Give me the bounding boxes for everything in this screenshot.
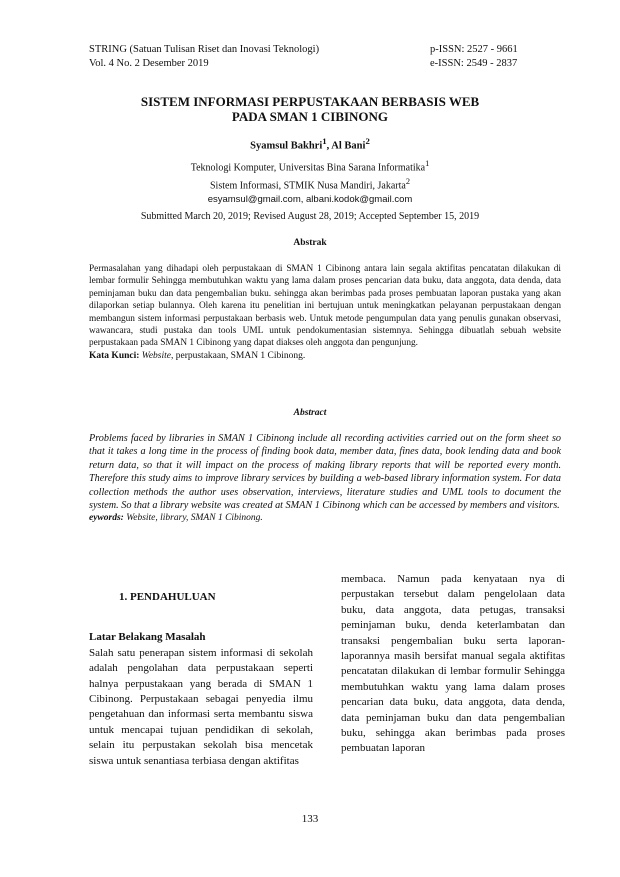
journal-name: STRING (Satuan Tulisan Riset dan Inovasi Teknologi) [89,44,320,55]
author-2-sup: 2 [365,136,370,146]
kata-kunci [89,350,561,362]
submission-dates: Submitted March 20, 2019; Revised August 28, 2019; Accepted September 15, 2019 [140,211,480,222]
section-heading: 1. PENDAHULUAN [119,591,216,603]
e-issn: e-ISSN: 2549 - 2837 [430,58,518,69]
abstrak-heading: Abstrak [293,238,327,248]
keywords [89,512,561,525]
keywords-label: eywords: [89,513,127,524]
kata-kunci-rest: , perpustakaan, SMAN 1 Cibinong. [170,350,306,361]
abstract-block [89,432,561,526]
left-column [89,590,313,769]
author-1: Syamsul Bakhri [250,140,323,152]
page-number: 133 [301,813,319,825]
author-list [60,136,560,152]
affiliations [60,157,560,206]
author-separator: , [326,140,332,152]
paper-title [60,94,560,124]
author-2: Al Bani [331,140,366,152]
journal-volume: Vol. 4 No. 2 Desember 2019 [89,58,209,69]
left-column-text: Salah satu penerapan sistem informasi di sekolah adalah pengolahan data perpustakaan seperti halnya perpustakaan yang berada di SMAN 1 Cibinong. Perpustakaan sebagai penyedia ilmu pengetahuan dan informasi serta membantu siswa untuk mencapai tujuan pendidikan di sekolah, selain itu perpustakan sekolah bisa mencetak siswa untuk senantiasa terbiasa dengan aktifitas [89,646,313,767]
abstrak-body: Permasalahan yang dihadapi oleh perpustakaan di SMAN 1 Cibinong antara lain segala aktifitas pencatatan dilakukan di lembar formulir Sehingga membutuhkan waktu yang lama dalam proses pencarian data buku, data anggota, data denda, data peminjaman buku dan data pengembalian buku. sehingga akan berimbas pada proses pembuatan laporan pustaka yang akan dilaporkan setiap bulannya. Oleh karena itu penelitian ini bertujuan untuk meningkatkan pelayanan perpustakaan dengan membangun sistem informasi perpustakaan berbasis web. Untuk metode pengumpulan data yang penulis gunakan observasi, wawancara, studi pustaka dan tools UML untuk pendokumentasian sistemnya. Sehingga dibuatlah sebuah website perpustakaan pada SMAN 1 Cibinong yang dapat diakses oleh anggota dan pengunjung. [89,264,561,349]
abstract-heading: Abstract [293,408,327,418]
right-column-text: membaca. Namun pada kenyataan nya di perpustakan tersebut dalam pengelolaan data buku, data anggota, data petugas, transaksi peminjaman buku, denda keterlambatan dan transaksi pengembalian buku serta laporan-laporannya masih bersifat manual segala aktifitas pencatatan dilakukan di lembar formulir Sehingga membutuhkan waktu yang lama dalam proses pencarian data buku, data anggota, data denda, data peminjaman buku dan data pengembalian buku, sehingga akan berimbas pada proses pembuatan laporan [341,573,565,755]
author-1-sup: 1 [322,136,327,146]
author-emails: esyamsul@gmail.com, albani.kodok@gmail.com [207,193,413,205]
kata-kunci-label: Kata Kunci: [89,350,142,361]
title-line-2: PADA SMAN 1 CIBINONG [231,109,389,124]
affiliation-1: Teknologi Komputer, Universitas Bina Sarana Informatika [190,162,426,174]
subsection-heading: Latar Belakang Masalah [89,631,206,644]
title-line-1: SISTEM INFORMASI PERPUSTAKAAN BERBASIS WEB [140,94,480,109]
keywords-rest: Website, library, SMAN 1 Cibinong. [126,513,263,524]
running-header-right [430,43,518,71]
affiliation-2-sup: 2 [405,176,410,186]
kata-kunci-italic: Website [141,350,171,361]
running-header-left [89,43,319,71]
right-column [341,572,565,757]
abstrak-block [89,263,561,362]
p-issn: p-ISSN: 2527 - 9661 [430,44,518,55]
abstract-body: Problems faced by libraries in SMAN 1 Cibinong include all recording activities carried out on the form sheet so that it takes a long time in the process of finding book data, member data, fines data, book lending data and book return data, so that it will impact on the process of making library reports that will be reported every month. Therefore this study aims to improve library services by building a web-based library information system. For data collection methods the author uses observation, interviews, literature studies and UML tools to document the system. So that a library website was created at SMAN 1 Cibinong which can be accessed by members and visitors. [89,433,561,512]
affiliation-1-sup: 1 [425,159,430,168]
affiliation-2: Sistem Informasi, STMIK Nusa Mandiri, Jakarta [210,180,406,192]
